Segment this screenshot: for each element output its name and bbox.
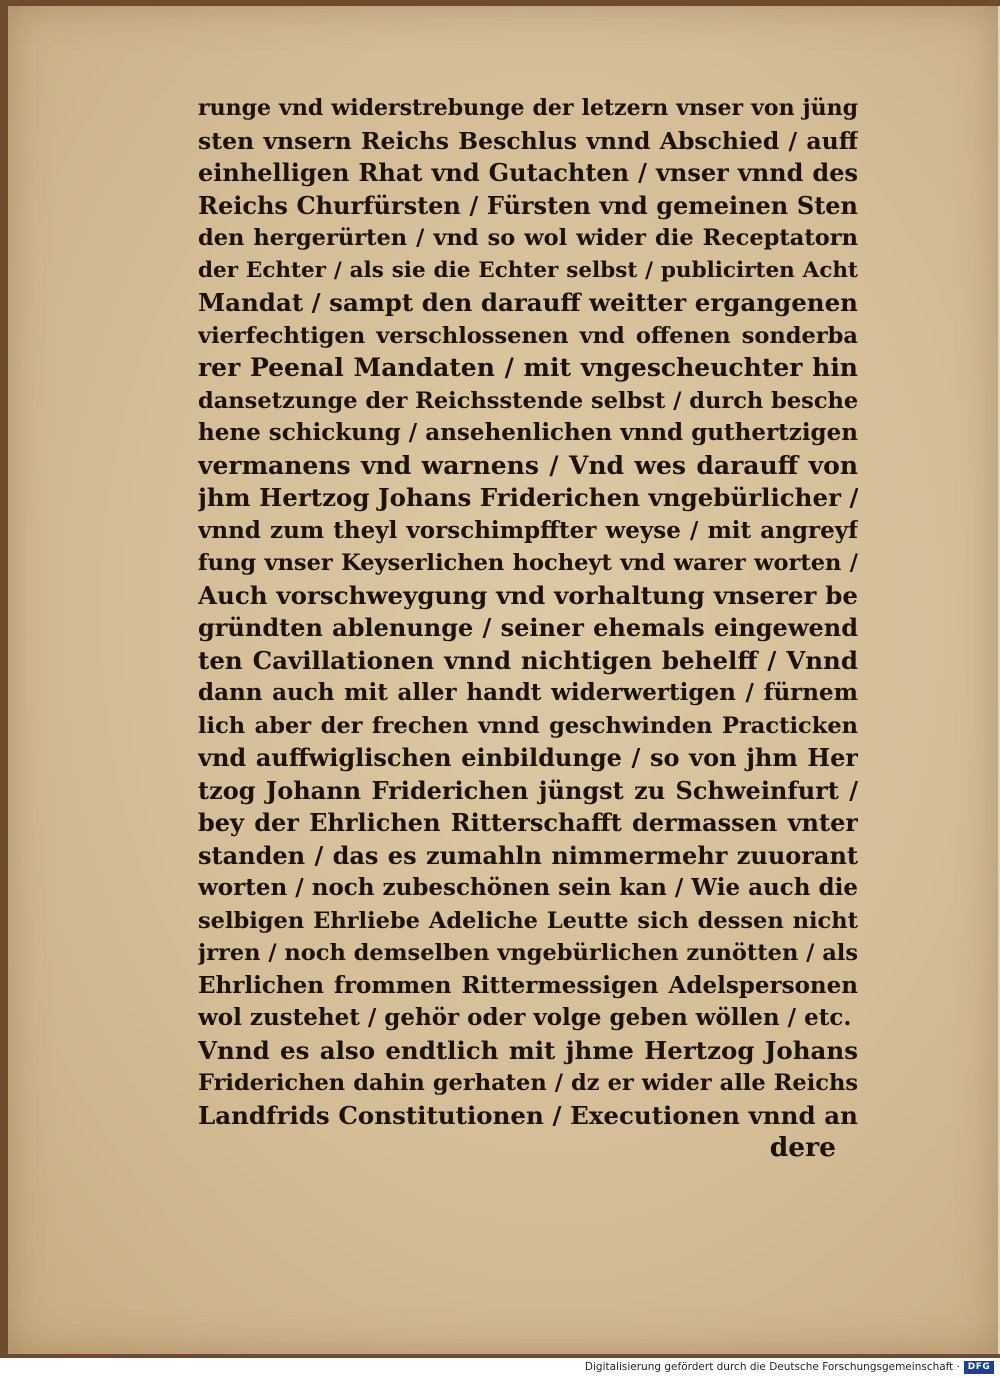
text-line: den hergerürten / vnd so wol wider die Receptatorn [198,225,858,251]
text-line: fung vnser Keyserlichen hocheyt vnd warer worten / [198,550,858,576]
text-line: ten Cavillationen vnnd nichtigen behelff / Vnnd [198,645,858,675]
text-line: bey der Ehrlichen Ritterschafft dermassen vnter [198,808,858,837]
dfg-logo: DFG [964,1361,994,1374]
footer-separator: · [956,1361,960,1373]
text-line: tzog Johann Friderichen jüngst zu Schweinfurt / [198,775,858,805]
funding-credit: Digitalisierung gefördert durch die Deutsche Forschungsgemeinschaft [584,1361,954,1373]
catchword: dere [769,1132,836,1163]
text-line: vierfechtigen verschlossenen vnd offenen sonderba [198,322,858,349]
text-line: Vnnd es also endtlich mit jhme Hertzog Johans [198,1035,858,1065]
text-line: vnnd zum theyl vorschimpffter weyse / mit angreyf [198,516,858,544]
text-line: vnd auffwiglischen einbildunge / so von jhm Her [198,743,858,772]
text-line: einhelligen Rhat vnd Gutachten / vnser vnnd des [198,158,858,187]
text-line: hene schickung / ansehenlichen vnnd guthertzigen [198,419,858,446]
text-line: runge vnd widerstrebunge der letzern vnser von jüng [198,95,858,121]
text-line: lich aber der frechen vnnd geschwinden Practicken [198,712,858,739]
text-line: wol zustehet / gehör oder volge geben wöllen / etc. [198,1004,852,1031]
text-line: Landfrids Constitutionen / Executionen vnnd an [198,1100,858,1130]
text-line: Ehrlichen frommen Rittermessigen Adelspersonen [198,971,858,999]
digitization-footer [0,1358,1000,1378]
footer-credit-line [585,1361,960,1373]
text-line: standen / das es zumahln nimmermehr zuuorant [198,840,858,870]
text-line: Mandat / sampt den darauff weitter ergangenen [198,288,858,317]
text-line: Friderichen dahin gerhaten / dz er wider alle Reichs [198,1070,858,1096]
body-text [198,92,858,1165]
text-line: sten vnsern Reichs Beschlus vnnd Abschied / auff [198,126,858,155]
text-line: dann auch mit aller handt widerwertigen / fürnem [198,679,858,706]
text-line: Reichs Churfürsten / Fürsten vnd gemeinen Sten [198,190,858,220]
text-line: Auch vorschweygung vnd vorhaltung vnserer be [198,580,858,610]
text-line: selbigen Ehrliebe Adeliche Leutte sich dessen nicht [198,907,858,934]
paper-page [8,6,1000,1354]
text-line: jhm Hertzog Johans Friderichen vngebürlicher / [198,483,858,512]
text-line: worten / noch zubeschönen sein kan / Wie auch die [198,874,858,901]
text-line: jrren / noch demselben vngebürlichen zunötten / als [198,940,858,966]
text-line: der Echter / als sie die Echter selbst / publicirten Acht [198,257,858,283]
text-line: gründten ablenunge / seiner ehemals eingewend [198,613,858,642]
text-line: vermanens vnd warnens / Vnd wes darauff von [198,450,858,480]
text-line: dansetzunge der Reichsstende selbst / durch besche [198,387,858,414]
text-line: rer Peenal Mandaten / mit vngescheuchter hin [198,353,858,382]
